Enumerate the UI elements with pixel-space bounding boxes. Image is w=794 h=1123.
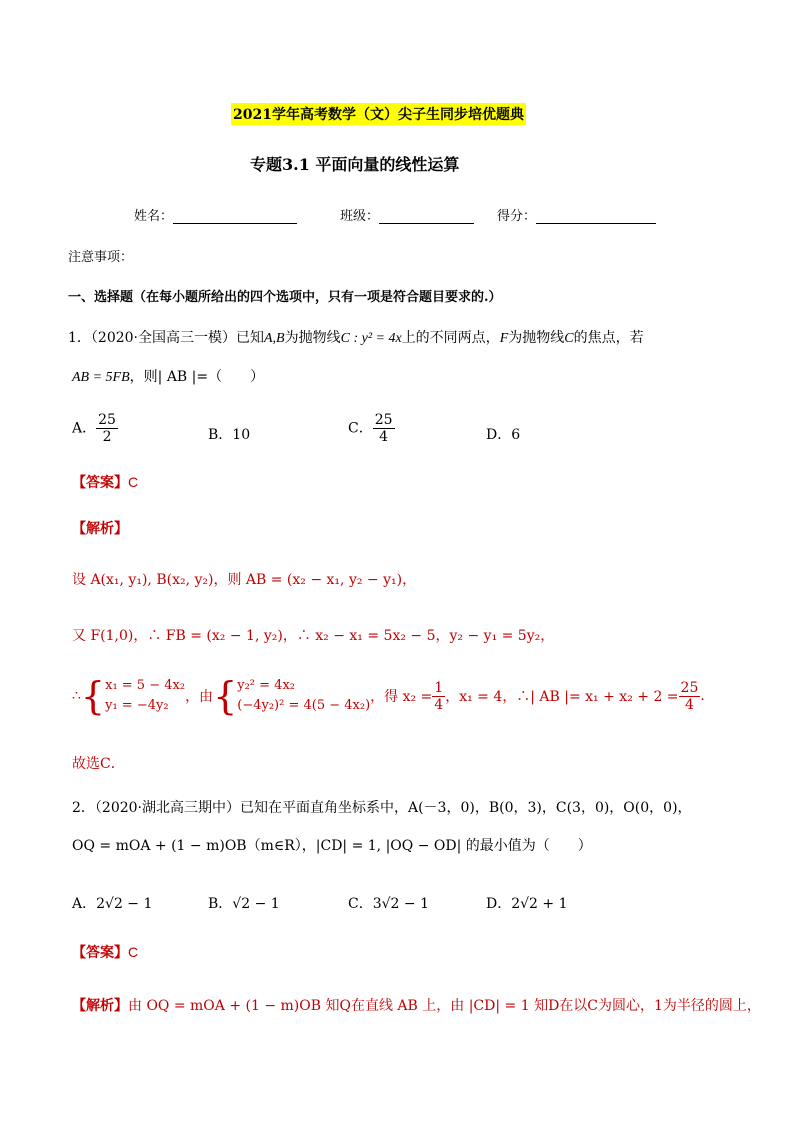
option-a-label: A． xyxy=(72,420,97,437)
q2-analysis xyxy=(72,995,761,1015)
frac1-num: 1 xyxy=(434,679,444,696)
q1-curve: C xyxy=(564,331,574,346)
score-label: 得分： xyxy=(497,209,537,224)
answer-label: 【答案】 xyxy=(72,945,128,961)
notice: 注意事项： xyxy=(68,250,134,265)
system1-eq1: x₁ = 5 − 4x₂ xyxy=(105,678,186,693)
class-blank xyxy=(379,209,474,224)
q1-text: 为抛物线 xyxy=(284,330,341,346)
score-field xyxy=(497,205,656,224)
section-heading: 一、选择题（在每小题所给出的四个选项中，只有一项是符合题目要求的.） xyxy=(68,290,502,305)
q1-line2 xyxy=(72,366,264,386)
q1-parabola: C : y² = 4x xyxy=(340,331,402,346)
q1-step3-end: . xyxy=(700,688,705,704)
q1-question: ，则| AB |=（ ） xyxy=(129,369,265,385)
q1-prefix: 1．（2020·全国高三一模）已知 xyxy=(68,330,264,346)
q1-answer xyxy=(72,472,138,492)
q1-step3-c: ，得 x₂ = xyxy=(370,689,433,705)
q1-step3: ∴ { x₁ = 5 − 4x₂ y₁ = −4y₂ ，由 { y₂² = 4x₂ (−4y₂)² = 4(5 − 4x₂) ，得 x₂ = $\frac{1}{4}$ ，x₁ = 4，∴| AB |= x₁ + x₂ + 2 = $\frac{25}{4}$ . xyxy=(72,674,705,718)
frac2-num: 25 xyxy=(680,679,699,696)
name-label: 姓名： xyxy=(134,209,174,224)
q1-step3-mid: ，由 xyxy=(185,689,214,705)
q1-option-a xyxy=(72,412,118,445)
system2-eq1: y₂² = 4x₂ xyxy=(237,678,295,693)
option-c-num: 25 xyxy=(374,412,393,428)
option-a-num: 25 xyxy=(98,412,116,428)
option-c-den: 4 xyxy=(379,429,389,445)
answer-value: C xyxy=(128,944,139,960)
q1-vector-eq: AB = 5FB xyxy=(72,370,130,385)
frac1-den: 4 xyxy=(434,696,444,713)
q1-option-d: D．6 xyxy=(486,427,521,443)
class-label: 班级： xyxy=(340,209,380,224)
therefore-sym: ∴ xyxy=(72,688,81,704)
q1-points: A,B xyxy=(264,331,285,346)
score-blank xyxy=(536,209,656,224)
page-title: 专题3.1 平面向量的线性运算 xyxy=(250,155,460,174)
q2-line2: OQ = mOA + (1 − m)OB（m∈R），|CD| = 1, |OQ − OD| 的最小值为（ ） xyxy=(72,838,592,854)
q1-focus: F xyxy=(499,331,509,346)
q1-text: 上的不同两点， xyxy=(401,330,500,346)
q2-line1: 2．（2020·湖北高三期中）已知在平面直角坐标系中，A(－3，0)，B(0，3)，C(3，0)，O(0，0)， xyxy=(72,800,692,816)
q1-analysis-label: 【解析】 xyxy=(72,521,128,537)
q2-answer xyxy=(72,942,138,962)
q2-option-c: C．3√2 − 1 xyxy=(348,896,429,912)
name-blank xyxy=(173,209,297,224)
analysis-label: 【解析】 xyxy=(72,998,128,1014)
option-a-den: 2 xyxy=(102,429,112,445)
class-field xyxy=(340,205,474,224)
option-c-label: C． xyxy=(348,420,373,437)
q1-conclusion: 故选C． xyxy=(72,756,125,772)
q2-option-b: B．√2 − 1 xyxy=(208,896,280,912)
system1-eq2: y₁ = −4y₂ xyxy=(105,698,169,713)
q1-text: 的焦点，若 xyxy=(573,330,644,346)
banner: 2021学年高考数学（文）尖子生同步培优题典 xyxy=(231,103,526,125)
q2-option-d: D．2√2 + 1 xyxy=(486,896,568,912)
q1-option-b: B．10 xyxy=(208,427,251,443)
q1-step1: 设 A(x₁, y₁), B(x₂, y₂)，则 AB = (x₂ − x₁, y₂ − y₁)， xyxy=(72,572,417,588)
q1-text: 为抛物线 xyxy=(508,330,565,346)
q1-step3-d: ，x₁ = 4，∴| AB |= x₁ + x₂ + 2 = xyxy=(445,689,679,705)
system2-eq2: (−4y₂)² = 4(5 − 4x₂) xyxy=(237,698,371,713)
name-field xyxy=(134,205,297,224)
q2-analysis-text: 由 OQ = mOA + (1 − m)OB 知Q在直线 AB 上，由 |CD| = 1 知D在以C为圆心，1为半径的圆上， xyxy=(128,998,761,1014)
q1-step2: 又 F(1,0)，∴ FB = (x₂ − 1, y₂)，∴ x₂ − x₁ = 5x₂ − 5，y₂ − y₁ = 5y₂， xyxy=(72,628,555,644)
q2-option-a: A．2√2 − 1 xyxy=(72,896,153,912)
answer-label: 【答案】 xyxy=(72,475,128,491)
answer-value: C xyxy=(128,474,139,490)
q1-option-c xyxy=(348,412,395,445)
q1-line1 xyxy=(68,327,644,347)
frac2-den: 4 xyxy=(684,696,694,713)
